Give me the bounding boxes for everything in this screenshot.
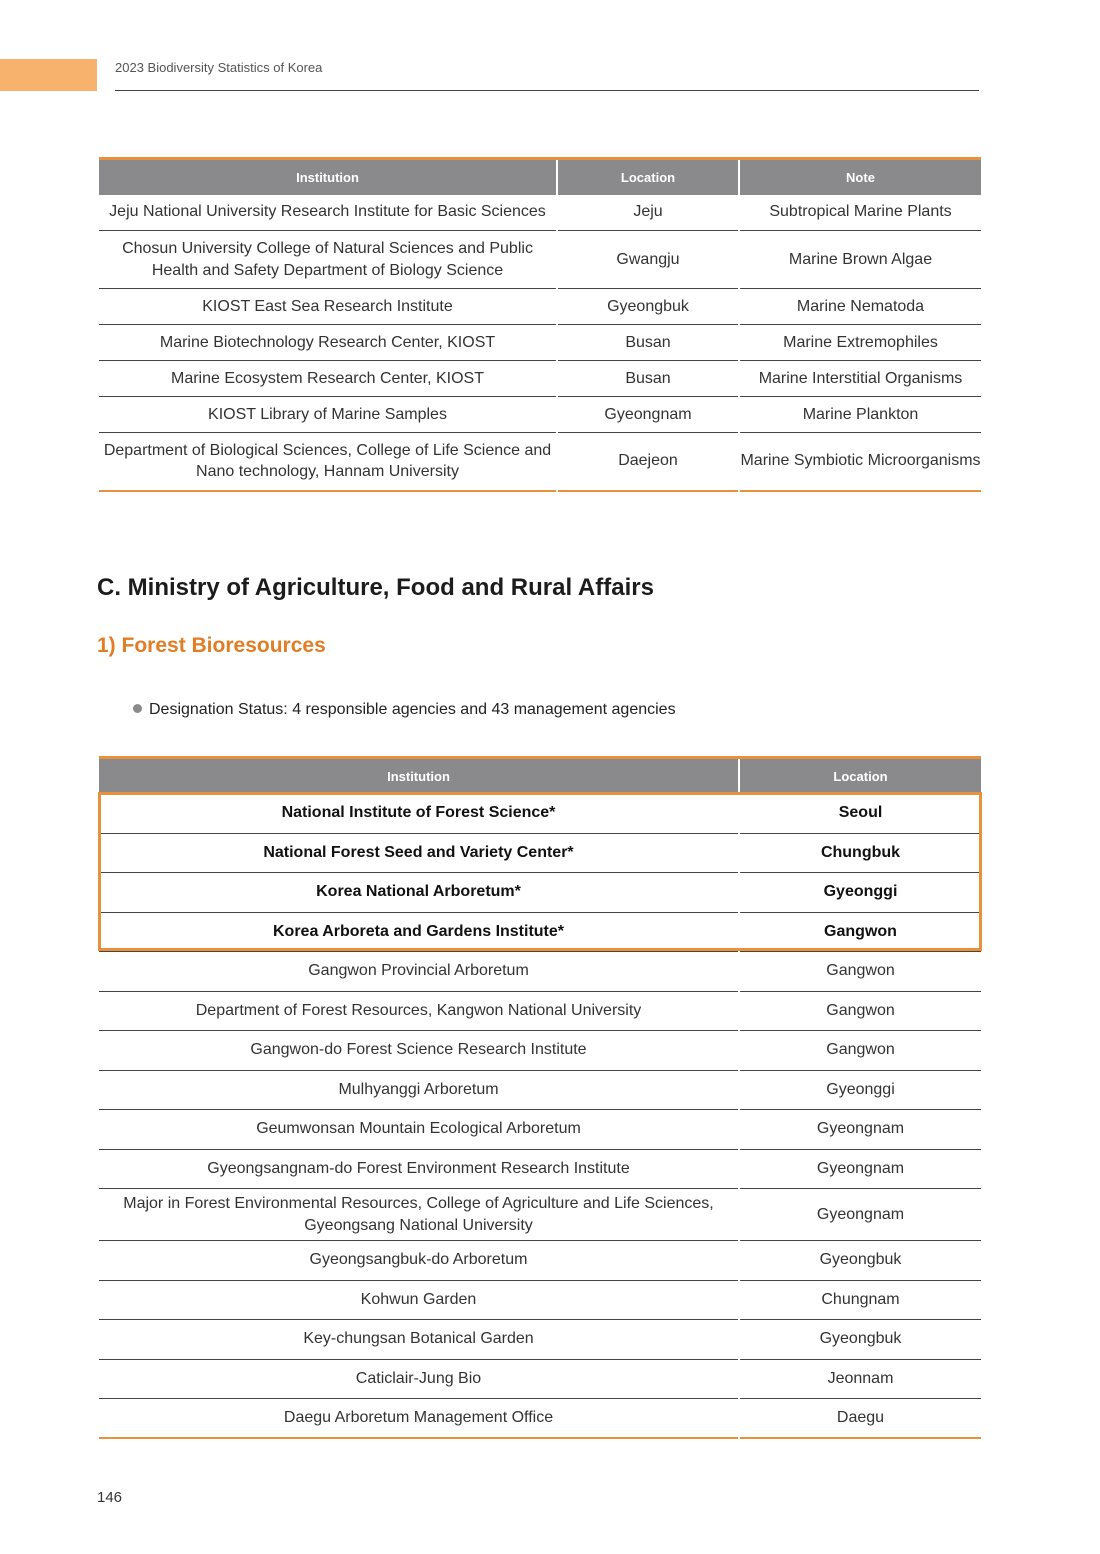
institution-cell: Marine Ecosystem Research Center, KIOST (99, 361, 557, 397)
section-heading: C. Ministry of Agriculture, Food and Rural Affairs (97, 574, 654, 601)
location-cell: Chungbuk (739, 833, 981, 873)
table-row (99, 1320, 981, 1360)
table-row (99, 991, 981, 1031)
institution-cell: Caticlair-Jung Bio (99, 1359, 739, 1399)
column-header-location: Location (557, 159, 739, 195)
bullet-icon (133, 704, 142, 713)
table-row (99, 361, 981, 397)
institution-cell: Jeju National University Research Institute for Basic Sciences (99, 195, 557, 231)
column-header-note: Note (739, 159, 981, 195)
table-row (99, 397, 981, 433)
responsible-agency-row (99, 833, 981, 873)
institution-cell: Gyeongsangbuk-do Arboretum (99, 1241, 739, 1281)
location-cell: Gyeongnam (739, 1110, 981, 1150)
column-header-institution: Institution (99, 758, 739, 794)
location-cell: Gyeongbuk (739, 1241, 981, 1281)
note-cell: Marine Symbiotic Microorganisms (739, 433, 981, 491)
note-cell: Marine Brown Algae (739, 231, 981, 289)
table-row (99, 1031, 981, 1071)
table-row (99, 1189, 981, 1241)
table-row (99, 325, 981, 361)
designation-status-text: Designation Status: 4 responsible agencies and 43 management agencies (149, 701, 676, 718)
subsection-heading: 1) Forest Bioresources (97, 634, 326, 657)
location-cell: Gangwon (739, 952, 981, 992)
note-cell: Subtropical Marine Plants (739, 195, 981, 231)
forest-bioresources-table (99, 756, 981, 1439)
institution-cell: Mulhyanggi Arboretum (99, 1070, 739, 1110)
institution-cell: Gangwon Provincial Arboretum (99, 952, 739, 992)
column-header-location: Location (739, 758, 981, 794)
note-cell: Marine Extremophiles (739, 325, 981, 361)
responsible-agency-row (99, 873, 981, 913)
note-cell: Marine Nematoda (739, 289, 981, 325)
table-row (99, 1070, 981, 1110)
institution-cell: Daegu Arboretum Management Office (283, 1409, 554, 1427)
location-cell: Gangwon (739, 912, 981, 952)
designation-status-bullet (133, 701, 676, 719)
table-row (99, 952, 981, 992)
location-cell: Seoul (739, 794, 981, 834)
running-title: 2023 Biodiversity Statistics of Korea (115, 60, 323, 75)
institution-cell: National Institute of Forest Science* (99, 794, 739, 834)
table-header-row (99, 758, 981, 794)
institution-cell: Gyeongsangnam-do Forest Environment Research Institute (99, 1149, 739, 1189)
institution-cell: KIOST Library of Marine Samples (99, 397, 557, 433)
page-number: 146 (97, 1489, 123, 1506)
location-cell: Chungnam (739, 1280, 981, 1320)
location-cell: Daejeon (557, 433, 739, 491)
location-cell: Gyeonggi (739, 873, 981, 913)
column-header-institution: Institution (99, 159, 557, 195)
institution-cell: Geumwonsan Mountain Ecological Arboretum (99, 1110, 739, 1150)
location-cell: Gyeongbuk (739, 1320, 981, 1360)
table-row (99, 1241, 981, 1281)
location-cell: Gwangju (557, 231, 739, 289)
institution-cell: Chosun University College of Natural Sciences and Public Health and Safety Department of Biology Science (99, 231, 557, 289)
responsible-agency-row (99, 794, 981, 834)
marine-institutions-table (99, 157, 981, 492)
institution-cell: Key-chungsan Botanical Garden (99, 1320, 739, 1360)
header-divider (115, 90, 979, 91)
location-cell: Gangwon (739, 991, 981, 1031)
table-row (99, 289, 981, 325)
location-cell: Gyeongbuk (557, 289, 739, 325)
table-row (99, 1110, 981, 1150)
header-accent-tab (0, 59, 97, 91)
location-cell: Busan (557, 361, 739, 397)
table-row (99, 195, 981, 231)
institution-cell: Korea National Arboretum* (99, 873, 739, 913)
location-cell: Gangwon (739, 1031, 981, 1071)
location-cell: Daegu (739, 1399, 981, 1439)
institution-cell: Gangwon-do Forest Science Research Institute (99, 1031, 739, 1071)
institution-cell: KIOST East Sea Research Institute (99, 289, 557, 325)
location-cell: Gyeongnam (739, 1189, 981, 1241)
institution-cell: Korea Arboreta and Gardens Institute* (99, 912, 739, 952)
note-cell: Marine Plankton (739, 397, 981, 433)
table-row (99, 433, 981, 491)
location-cell: Jeju (557, 195, 739, 231)
note-cell: Marine Interstitial Organisms (739, 361, 981, 397)
table-row (99, 1359, 981, 1399)
location-cell: Busan (557, 325, 739, 361)
institution-cell: Department of Biological Sciences, College of Life Science and Nano technology, Hannam University (103, 441, 552, 481)
location-cell: Gyeongnam (557, 397, 739, 433)
location-cell: Gyeongnam (739, 1149, 981, 1189)
institution-cell: Department of Forest Resources, Kangwon National University (99, 991, 739, 1031)
location-cell: Jeonnam (739, 1359, 981, 1399)
table-row (99, 1149, 981, 1189)
institution-cell: Major in Forest Environmental Resources, College of Agriculture and Life Sciences, Gyeongsang National University (99, 1189, 739, 1241)
table-row (99, 231, 981, 289)
institution-cell: National Forest Seed and Variety Center* (99, 833, 739, 873)
location-cell: Gyeonggi (739, 1070, 981, 1110)
institution-cell: Marine Biotechnology Research Center, KIOST (99, 325, 557, 361)
table-header-row (99, 159, 981, 195)
table-row (99, 1280, 981, 1320)
institution-cell: Kohwun Garden (99, 1280, 739, 1320)
table-row (99, 1399, 981, 1439)
responsible-agency-row (99, 912, 981, 952)
